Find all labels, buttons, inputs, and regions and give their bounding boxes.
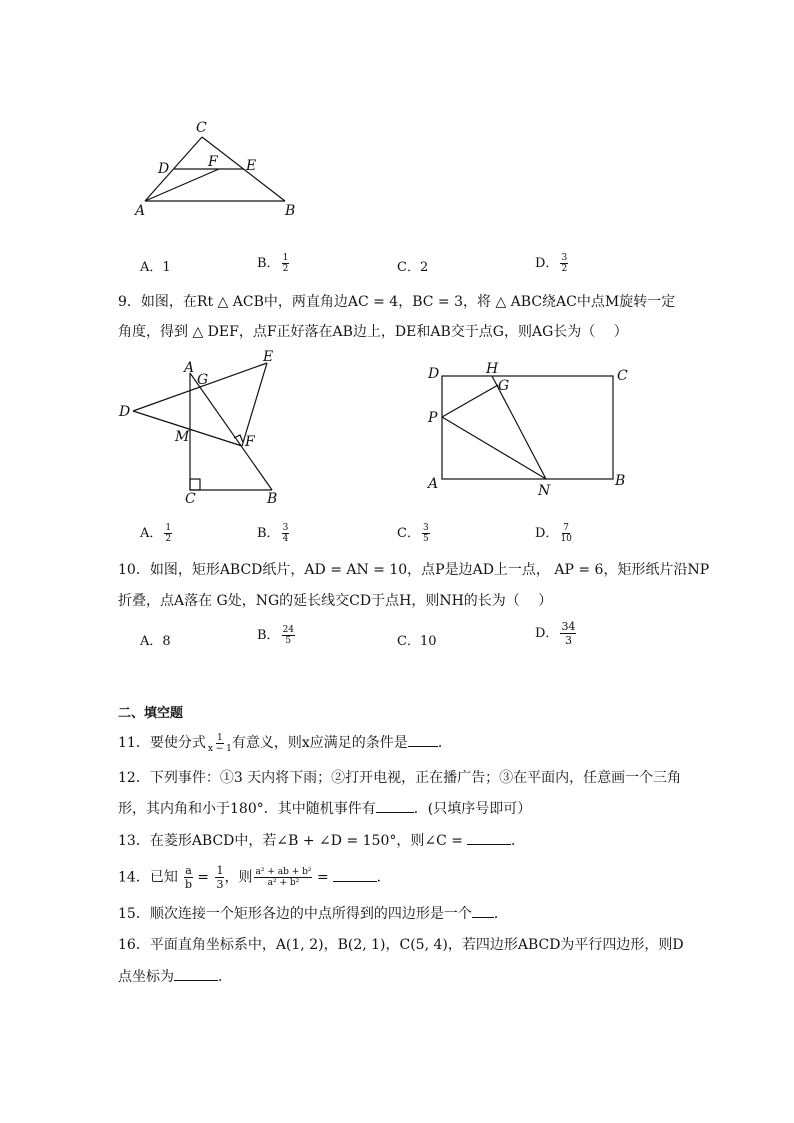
q12-line2: 形，其内角和小于180°．其中随机事件有 ．(只填序号即可）	[118, 798, 531, 819]
q13: 13．在菱形ABCD中，若∠B + ∠D = 150°，则∠C = ．	[118, 830, 525, 851]
q12-line1: 12．下列事件：①3 天内将下雨；②打开电视，正在播广告；③在平面内，任意画一个三角	[118, 770, 682, 786]
answer-blank[interactable]	[467, 830, 511, 845]
q10-option-c[interactable]: C．10	[397, 634, 437, 649]
figure-q9-rotated-triangle	[115, 345, 295, 510]
figure-q8-triangle	[130, 115, 310, 225]
label-d: D	[158, 161, 170, 177]
label-e: E	[246, 158, 257, 174]
label-f: F	[245, 434, 255, 450]
label-d: D	[119, 404, 131, 420]
q9-stem-line2: 角度，得到 △ DEF，点F正好落在AB边上，DE和AB交于点G，则AG长为（ ）	[118, 324, 628, 340]
q9-option-c[interactable]: C． $\frac{3}{5}$	[397, 523, 429, 544]
answer-blank[interactable]	[472, 903, 494, 918]
q14: 14．已知 $\frac{a}{b}$ = $\frac{1}{3}$ ，则 $\frac{\text{a² + ab + b²}}{\text{a² + b²}}$ = ．	[118, 864, 391, 891]
q10-stem-line2: 折叠，点A落在 G处，NG的延长线交CD于点H，则NH的长为（ ）	[118, 593, 553, 609]
q9-option-b[interactable]: B． $\frac{3}{4}$	[257, 523, 289, 544]
label-c: C	[185, 491, 196, 507]
q8-option-b[interactable]: B． $\frac{1}{2}$	[257, 253, 289, 274]
label-f: F	[208, 154, 218, 170]
label-b: B	[285, 203, 296, 219]
q8-option-d[interactable]: D． $\frac{3}{2}$	[535, 253, 568, 274]
q10-stem-line1: 10．如图，矩形ABCD纸片，AD = AN = 10，点P是边AD上一点， AP = 6，矩形纸片沿NP	[118, 562, 710, 578]
q10-option-b[interactable]: B． $\frac{24}{5}$	[257, 625, 295, 646]
q10-option-d[interactable]: D． $\frac{34}{3}$	[535, 620, 576, 647]
q10-option-a[interactable]: A．8	[140, 634, 171, 649]
q8-option-a[interactable]: A．1	[140, 260, 171, 275]
label-g: G	[498, 378, 510, 394]
label-e: E	[263, 349, 274, 365]
q8-option-c[interactable]: C．2	[397, 260, 429, 275]
q11: 11．要使分式 $\frac{1}{x - 1}$ 有意义，则x应满足的条件是 ．	[118, 732, 452, 754]
q15: 15．顺次连接一个矩形各边的中点所得到的四边形是一个 ．	[118, 903, 508, 924]
label-c: C	[617, 368, 628, 384]
q9-option-a[interactable]: A． $\frac{1}{2}$	[140, 523, 172, 544]
label-d: D	[428, 366, 440, 382]
label-a: A	[184, 360, 195, 376]
q9-stem-line1: 9．如图，在Rt △ ACB中，两直角边AC = 4，BC = 3，将 △ ABC绕AC中点M旋转一定	[118, 294, 676, 310]
label-h: H	[486, 361, 499, 377]
q16-line2: 点坐标为 ．	[118, 966, 232, 987]
answer-blank[interactable]	[333, 867, 377, 882]
label-b: B	[615, 473, 626, 489]
label-p: P	[428, 410, 438, 426]
answer-blank[interactable]	[174, 966, 218, 981]
label-b: B	[267, 491, 278, 507]
section-title: 二、填空题	[118, 706, 184, 721]
q16-line1: 16．平面直角坐标系中，A(1, 2)，B(2, 1)，C(5, 4)，若四边形ABCD为平行四边形，则D	[118, 937, 684, 953]
label-m: M	[175, 429, 190, 445]
label-n: N	[538, 483, 551, 499]
answer-blank[interactable]	[376, 798, 414, 813]
label-c: C	[196, 120, 207, 136]
figure-q10-rectangle-fold	[420, 355, 640, 505]
label-a: A	[135, 203, 146, 219]
answer-blank[interactable]	[408, 732, 438, 747]
label-a: A	[428, 476, 439, 492]
q9-option-d[interactable]: D． $\frac{7}{10}$	[535, 523, 572, 544]
label-g: G	[197, 372, 209, 388]
